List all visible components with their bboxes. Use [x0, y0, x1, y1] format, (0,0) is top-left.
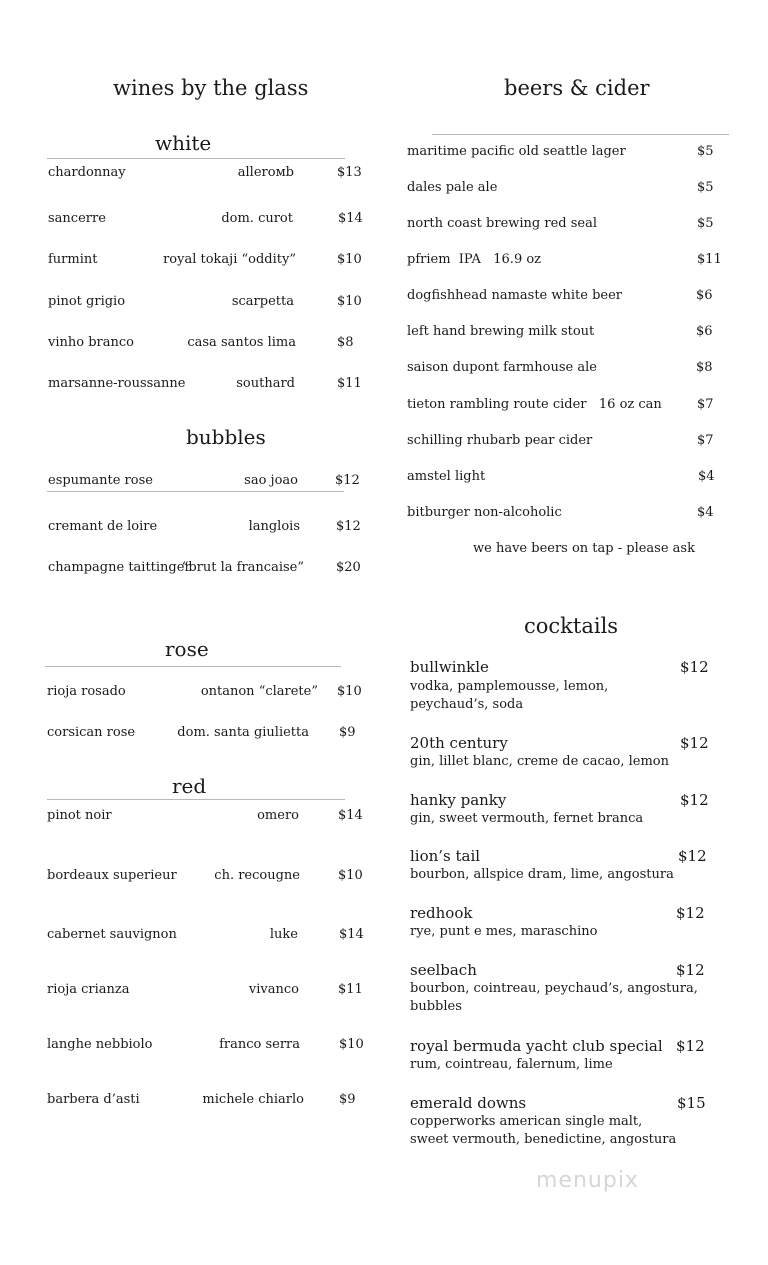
wine-producer: franco serra: [219, 1037, 300, 1052]
wine-producer: casa santos lima: [187, 335, 296, 350]
beer-price: $5: [697, 144, 714, 159]
wine-name: vinho branco: [48, 335, 134, 350]
wine-producer: sao joao: [244, 473, 298, 488]
cocktail-name: emerald downs: [410, 1094, 527, 1112]
cocktail-item: [410, 847, 730, 887]
cocktail-description: gin, lillet blanc, creme de cacao, lemon: [410, 754, 669, 769]
beer-name: pfriem IPA 16.9 oz: [407, 252, 542, 267]
beer-row: [0, 360, 768, 378]
beer-name: schilling rhubarb pear cider: [407, 433, 593, 448]
cocktail-price: $12: [676, 961, 705, 979]
wine-producer: dom. curot: [221, 211, 293, 226]
rose-section-title: rose: [165, 637, 209, 661]
wine-producer: scarpetta: [231, 294, 294, 309]
wine-producer: omero: [257, 808, 299, 823]
wine-price: $8: [337, 335, 354, 350]
cocktail-description: bourbon, cointreau, peychaud’s, angostura,: [410, 981, 698, 996]
wine-name: chardonnay: [48, 165, 126, 180]
wine-name: sancerre: [48, 211, 106, 226]
wine-price: $10: [339, 1037, 364, 1052]
cocktail-name: 20th century: [410, 734, 508, 752]
cocktail-price: $15: [677, 1094, 706, 1112]
wine-producer: allerомb: [237, 165, 294, 180]
wine-producer: dom. santa giulietta: [177, 725, 309, 740]
cocktail-price: $12: [680, 734, 709, 752]
beer-price: $8: [696, 360, 713, 375]
red-section-title: red: [172, 774, 207, 798]
beer-name: tieton rambling route cider 16 oz can: [407, 397, 662, 412]
beer-price: $5: [697, 180, 714, 195]
wine-producer: luke: [269, 927, 298, 942]
cocktail-item: [410, 904, 730, 944]
beer-price: $4: [698, 469, 715, 484]
wine-row: [0, 1037, 384, 1055]
beer-name: dales pale ale: [407, 180, 498, 195]
wine-price: $10: [337, 294, 362, 309]
beer-row: [0, 469, 768, 487]
wine-price: $9: [339, 1092, 356, 1107]
wine-row: [0, 927, 384, 945]
wine-producer: michele chiarlo: [202, 1092, 304, 1107]
beer-price: $7: [697, 397, 714, 412]
wine-price: $9: [339, 725, 356, 740]
wine-row: [0, 808, 384, 826]
beers-divider: [432, 134, 729, 135]
cocktail-name: redhook: [410, 904, 473, 922]
wine-price: $10: [338, 868, 363, 883]
wine-price: $14: [338, 211, 363, 226]
wine-name: furmint: [48, 252, 98, 267]
wine-producer: ch. recougne: [214, 868, 300, 883]
beer-price: $6: [696, 324, 713, 339]
wine-price: $13: [337, 165, 362, 180]
cocktail-item: [410, 961, 730, 1021]
beer-name: dogfishhead namaste white beer: [407, 288, 623, 303]
wine-producer: royal tokaji “oddity”: [163, 252, 296, 267]
cocktail-name: lion’s tail: [410, 847, 481, 865]
beer-name: saison dupont farmhouse ale: [407, 360, 597, 375]
cocktail-description: rum, cointreau, falernum, lime: [410, 1057, 613, 1072]
beer-row: [0, 324, 768, 342]
wine-row: [0, 725, 384, 743]
beer-row: [0, 144, 768, 162]
wine-price: $10: [337, 252, 362, 267]
wine-producer: ontanon “clarete”: [200, 684, 318, 699]
wine-producer: southard: [236, 376, 295, 391]
wine-name: rioja rosado: [47, 684, 126, 699]
cocktail-description: bourbon, allspice dram, lime, angostura: [410, 867, 674, 882]
cocktail-name: hanky panky: [410, 791, 507, 809]
beer-row: [0, 216, 768, 234]
white-section-title: white: [155, 131, 212, 155]
cocktails-title: cocktails: [524, 614, 619, 638]
cocktail-name: seelbach: [410, 961, 477, 979]
cocktail-price: $12: [676, 1037, 705, 1055]
cocktail-item: [410, 658, 730, 718]
beer-price: $11: [697, 252, 722, 267]
wine-name: pinot grigio: [48, 294, 126, 309]
rose-divider: [45, 666, 341, 667]
beer-row: [0, 288, 768, 306]
beers-tap-note: we have beers on tap - please ask: [473, 541, 695, 556]
wine-price: $12: [335, 473, 360, 488]
wine-price: $14: [338, 808, 363, 823]
beer-price: $5: [697, 216, 714, 231]
wine-row: [0, 376, 384, 394]
wine-row: [0, 1092, 384, 1110]
wine-price: $20: [336, 560, 361, 575]
beer-row: [0, 505, 768, 523]
cocktail-description: gin, sweet vermouth, fernet branca: [410, 811, 644, 826]
wine-row: [0, 982, 384, 1000]
red-divider: [47, 799, 345, 800]
beer-name: maritime pacific old seattle lager: [407, 144, 626, 159]
wine-name: corsican rose: [47, 725, 136, 740]
wines-title: wines by the glass: [113, 76, 309, 100]
wine-name: champagne taittinger: [48, 560, 191, 575]
beer-row: [0, 397, 768, 415]
wine-price: $10: [337, 684, 362, 699]
menupix-watermark: menupix: [536, 1168, 639, 1193]
wine-row: [0, 868, 384, 886]
wine-producer: langlois: [248, 519, 300, 534]
cocktail-description: peychaud’s, soda: [410, 697, 524, 712]
cocktail-description: rye, punt e mes, maraschino: [410, 924, 598, 939]
cocktail-description: sweet vermouth, benedictine, angostura: [410, 1132, 677, 1147]
beer-row: [0, 433, 768, 451]
wine-price: $11: [338, 982, 363, 997]
beer-price: $4: [697, 505, 714, 520]
wine-price: $11: [337, 376, 362, 391]
cocktail-description: vodka, pamplemousse, lemon,: [410, 679, 609, 694]
wine-row: [0, 560, 384, 578]
wine-name: bordeaux superieur: [47, 868, 177, 883]
wine-producer: vivanco: [248, 982, 299, 997]
cocktail-price: $12: [676, 904, 705, 922]
wine-name: pinot noir: [47, 808, 112, 823]
wine-price: $14: [339, 927, 364, 942]
cocktail-item: [410, 1094, 730, 1154]
wine-name: langhe nebbiolo: [47, 1037, 153, 1052]
wine-name: cabernet sauvignon: [47, 927, 177, 942]
beer-row: [0, 180, 768, 198]
wine-row: [0, 684, 384, 702]
wine-name: barbera d’asti: [47, 1092, 140, 1107]
beers-title: beers & cider: [504, 76, 650, 100]
cocktail-name: bullwinkle: [410, 658, 489, 676]
cocktail-description: copperworks american single malt,: [410, 1114, 643, 1129]
cocktail-price: $12: [680, 791, 709, 809]
wine-price: $12: [336, 519, 361, 534]
beer-row: [0, 252, 768, 270]
beer-name: north coast brewing red seal: [407, 216, 598, 231]
cocktail-description: bubbles: [410, 999, 462, 1014]
cocktail-price: $12: [678, 847, 707, 865]
cocktail-item: [410, 791, 730, 831]
beer-name: amstel light: [407, 469, 486, 484]
wine-name: espumante rose: [48, 473, 153, 488]
beer-price: $6: [696, 288, 713, 303]
wine-name: cremant de loire: [48, 519, 158, 534]
cocktail-name: royal bermuda yacht club special: [410, 1037, 663, 1055]
beer-name: bitburger non-alcoholic: [407, 505, 562, 520]
bubbles-divider: [47, 491, 344, 492]
cocktail-item: [410, 1037, 730, 1077]
wine-producer: “brut la francaise”: [181, 560, 304, 575]
bubbles-section-title: bubbles: [186, 425, 266, 449]
beer-name: left hand brewing milk stout: [407, 324, 595, 339]
cocktail-price: $12: [680, 658, 709, 676]
beer-price: $7: [697, 433, 714, 448]
wine-name: marsanne-roussanne: [48, 376, 186, 391]
wine-name: rioja crianza: [47, 982, 130, 997]
cocktail-item: [410, 734, 730, 774]
